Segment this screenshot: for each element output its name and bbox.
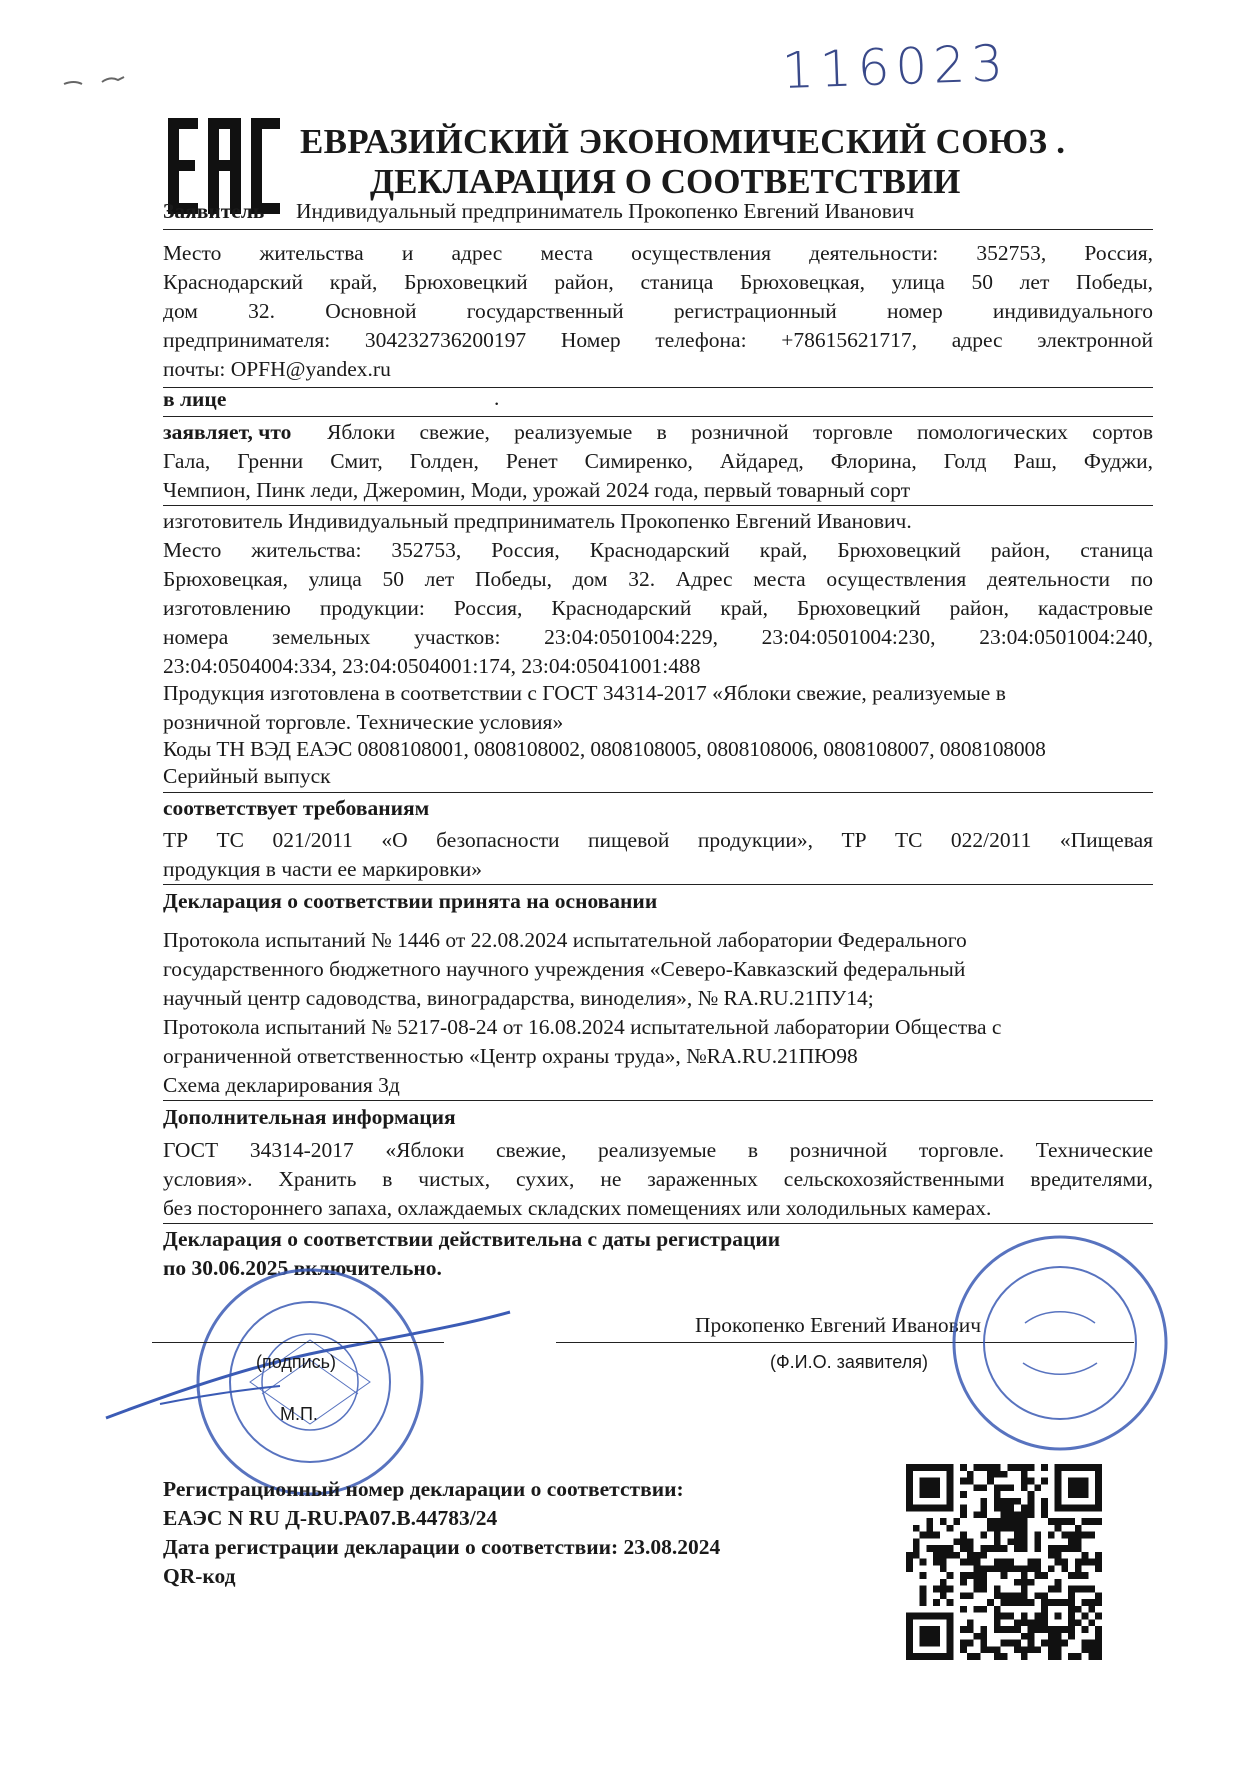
scribble-mark (62, 72, 132, 92)
registration-date: Дата регистрации декларации о соответствии: 23.08.2024 (163, 1535, 721, 1559)
additional-label: Дополнительная информация (163, 1105, 456, 1129)
additional-line-2: условия». Хранить в чистых, сухих, не зараженных сельскохозяйственными вредителями, (163, 1167, 1153, 1191)
signature-caption: (подпись) (256, 1352, 337, 1372)
manufacturer-line-5: номера земельных участков: 23:04:0501004:229, 23:04:0501004:230, 23:04:0501004:240, (163, 625, 1153, 649)
declaration-title: ДЕКЛАРАЦИЯ О СООТВЕТСТВИИ (370, 162, 961, 201)
name-caption: (Ф.И.О. заявителя) (770, 1352, 928, 1372)
certification-seal (945, 1228, 1175, 1458)
registration-number: ЕАЭС N RU Д-RU.РА07.В.44783/24 (163, 1506, 498, 1530)
declares-label: заявляет, что (163, 420, 292, 444)
requirements-line-2: продукция в части ее маркировки» (163, 857, 483, 881)
manufacturer-line-2: Место жительства: 352753, Россия, Краснодарский край, Брюховецкий район, станица (163, 538, 1153, 562)
standard-line-2: розничной торговле. Технические условия» (163, 710, 564, 734)
tnved-codes: Коды ТН ВЭД ЕАЭС 0808108001, 0808108002, 0808108005, 0808108006, 0808108007, 0808108008 (163, 737, 1046, 761)
seal-place-mark: М.П. (280, 1404, 318, 1424)
applicant-value: Индивидуальный предприниматель Прокопенко Евгений Иванович (296, 199, 915, 223)
manufacturer-line-4: изготовлению продукции: Россия, Краснодарский край, Брюховецкий район, кадастровые (163, 596, 1153, 620)
basis-line-6: Схема декларирования 3д (163, 1073, 400, 1097)
signer-name: Прокопенко Евгений Иванович (695, 1313, 982, 1337)
declares-line-2: Гала, Гренни Смит, Голден, Ренет Симиренко, Айдаред, Флорина, Голд Раш, Фуджи, (163, 449, 1153, 473)
registration-number-label: Регистрационный номер декларации о соответствии: (163, 1477, 684, 1501)
declares-line-3: Чемпион, Пинк леди, Джеромин, Моди, урожай 2024 года, первый товарный сорт (163, 478, 911, 502)
applicant-label: Заявитель (163, 199, 265, 223)
manufacturer-line-1: изготовитель Индивидуальный предприниматель Прокопенко Евгений Иванович. (163, 509, 912, 533)
union-title: ЕВРАЗИЙСКИЙ ЭКОНОМИЧЕСКИЙ СОЮЗ . (300, 122, 1066, 161)
qr-code (906, 1464, 1102, 1660)
basis-line-3: научный центр садоводства, виноградарства, виноделия», № RA.RU.21ПУ14; (163, 986, 874, 1010)
in-person-label: в лице (163, 387, 227, 411)
basis-line-5: ограниченной ответственностью «Центр охраны труда», №RA.RU.21ПЮ98 (163, 1044, 858, 1068)
declares-line-1: Яблоки свежие, реализуемые в розничной торговле помологических сортов (327, 420, 1153, 444)
serial-release: Серийный выпуск (163, 764, 331, 788)
standard-line-1: Продукция изготовлена в соответствии с ГОСТ 34314-2017 «Яблоки свежие, реализуемые в (163, 681, 1006, 705)
in-person-value: . (494, 386, 500, 410)
manufacturer-line-3: Брюховецкая, улица 50 лет Победы, дом 32. Адрес места осуществления деятельности по (163, 567, 1153, 591)
basis-label: Декларация о соответствии принята на основании (163, 889, 658, 913)
basis-line-2: государственного бюджетного научного учреждения «Северо-Кавказский федеральный (163, 957, 966, 981)
basis-line-4: Протокола испытаний № 5217-08-24 от 16.08.2024 испытательной лаборатории Общества с (163, 1015, 1002, 1039)
additional-line-3: без постороннего запаха, охлаждаемых складских помещениях или холодильных камерах. (163, 1196, 992, 1220)
requirements-label: соответствует требованиям (163, 796, 430, 820)
manufacturer-line-6: 23:04:0504004:334, 23:04:0504001:174, 23:04:05041001:488 (163, 654, 701, 678)
requirements-line-1: ТР ТС 021/2011 «О безопасности пищевой продукции», ТР ТС 022/2011 «Пищевая (163, 828, 1153, 852)
basis-line-1: Протокола испытаний № 1446 от 22.08.2024 испытательной лаборатории Федерального (163, 928, 967, 952)
handwritten-number: 116023 (781, 34, 1010, 100)
validity-line-2: по 30.06.2025 включительно. (163, 1256, 442, 1280)
applicant-address-5: почты: OPFH@yandex.ru (163, 357, 391, 381)
applicant-address-2: Краснодарский край, Брюховецкий район, станица Брюховецкая, улица 50 лет Победы, (163, 270, 1153, 294)
applicant-address-1: Место жительства и адрес места осуществления деятельности: 352753, Россия, (163, 241, 1153, 265)
additional-line-1: ГОСТ 34314-2017 «Яблоки свежие, реализуемые в розничной торговле. Технические (163, 1138, 1153, 1162)
qr-label: QR-код (163, 1564, 236, 1588)
validity-line-1: Декларация о соответствии действительна с даты регистрации (163, 1227, 781, 1251)
applicant-address-4: предпринимателя: 304232736200197 Номер телефона: +78615621717, адрес электронной (163, 328, 1153, 352)
applicant-address-3: дом 32. Основной государственный регистрационный номер индивидуального (163, 299, 1153, 323)
